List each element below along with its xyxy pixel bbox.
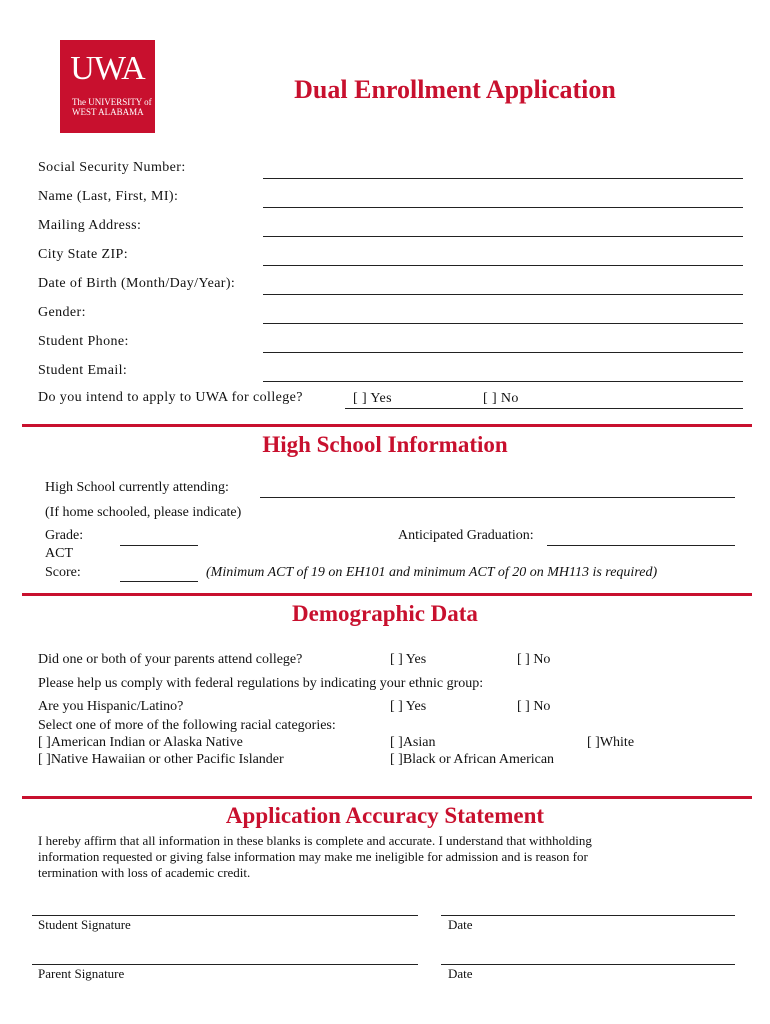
- accuracy-line-1: I hereby affirm that all information in these blanks is complete and accurate. I understand that withholding: [38, 833, 592, 848]
- intend-question: Do you intend to apply to UWA for college?: [38, 390, 303, 405]
- score-label: Score:: [45, 565, 81, 580]
- act-label: ACT: [45, 546, 73, 561]
- anticipated-graduation-field[interactable]: [547, 545, 735, 546]
- parent-date-label: Date: [448, 966, 473, 981]
- grade-label: Grade:: [45, 528, 84, 543]
- parent-signature-label: Parent Signature: [38, 966, 125, 981]
- american-indian-checkbox[interactable]: [ ]American Indian or Alaska Native: [38, 735, 243, 750]
- city-state-zip-field[interactable]: [263, 265, 743, 266]
- student-date-label: Date: [448, 917, 473, 932]
- dob-label: Date of Birth (Month/Day/Year):: [38, 276, 236, 291]
- ssn-field[interactable]: [263, 178, 743, 179]
- hispanic-yes-checkbox[interactable]: [ ] Yes: [390, 699, 427, 714]
- parents-yes-checkbox[interactable]: [ ] Yes: [390, 652, 427, 667]
- anticipated-graduation-label: Anticipated Graduation:: [398, 528, 534, 543]
- email-label: Student Email:: [38, 363, 128, 378]
- logo-line2: WEST ALABAMA: [72, 107, 144, 117]
- dob-field[interactable]: [263, 294, 743, 295]
- name-label: Name (Last, First, MI):: [38, 189, 179, 204]
- hs-attending-label: High School currently attending:: [45, 480, 229, 495]
- parent-date-field[interactable]: [441, 964, 735, 965]
- hispanic-no-checkbox[interactable]: [ ] No: [517, 699, 551, 714]
- address-field[interactable]: [263, 236, 743, 237]
- accuracy-heading: Application Accuracy Statement: [225, 803, 545, 828]
- act-score-field[interactable]: [120, 581, 198, 582]
- accuracy-statement: [38, 833, 592, 881]
- accuracy-line-2: information requested or giving false information may make me ineligible for admission and is reason for: [38, 849, 588, 864]
- asian-checkbox[interactable]: [ ]Asian: [390, 735, 436, 750]
- student-signature-label: Student Signature: [38, 917, 131, 932]
- logo-line1: The UNIVERSITY of: [72, 97, 152, 107]
- hispanic-question: Are you Hispanic/Latino?: [38, 699, 184, 714]
- email-field[interactable]: [263, 381, 743, 382]
- gender-label: Gender:: [38, 305, 86, 320]
- comply-text: Please help us comply with federal regulations by indicating your ethnic group:: [38, 676, 484, 691]
- hawaiian-checkbox[interactable]: [ ]Native Hawaiian or other Pacific Islander: [38, 752, 284, 767]
- black-checkbox[interactable]: [ ]Black or African American: [390, 752, 555, 767]
- address-label: Mailing Address:: [38, 218, 142, 233]
- parents-no-checkbox[interactable]: [ ] No: [517, 652, 551, 667]
- hs-attending-field[interactable]: [260, 497, 735, 498]
- phone-label: Student Phone:: [38, 334, 129, 349]
- section-divider: [22, 424, 752, 427]
- white-checkbox[interactable]: [ ]White: [587, 735, 635, 750]
- parents-college-question: Did one or both of your parents attend college?: [38, 652, 303, 667]
- parent-signature-field[interactable]: [32, 964, 418, 965]
- accuracy-line-3: termination with loss of academic credit.: [38, 865, 251, 880]
- ssn-label: Social Security Number:: [38, 160, 186, 175]
- section-divider: [22, 593, 752, 596]
- act-requirement-note: (Minimum ACT of 19 on EH101 and minimum ACT of 20 on MH113 is required): [206, 565, 658, 580]
- student-signature-field[interactable]: [32, 915, 418, 916]
- high-school-heading: High School Information: [262, 432, 508, 457]
- intend-no-checkbox[interactable]: [ ] No: [483, 391, 519, 406]
- uwa-logo: [60, 40, 155, 133]
- city-state-zip-label: City State ZIP:: [38, 247, 128, 262]
- demographic-heading: Demographic Data: [292, 601, 478, 626]
- page-title: Dual Enrollment Application: [294, 75, 616, 104]
- gender-field[interactable]: [263, 323, 743, 324]
- logo-acronym: UWA: [70, 50, 145, 87]
- section-divider: [22, 796, 752, 799]
- grade-field[interactable]: [120, 545, 198, 546]
- racial-categories-text: Select one of more of the following racial categories:: [38, 718, 336, 733]
- intend-underline: [345, 408, 743, 409]
- home-schooled-note: (If home schooled, please indicate): [45, 505, 242, 520]
- name-field[interactable]: [263, 207, 743, 208]
- student-date-field[interactable]: [441, 915, 735, 916]
- intend-yes-checkbox[interactable]: [ ] Yes: [353, 391, 392, 406]
- phone-field[interactable]: [263, 352, 743, 353]
